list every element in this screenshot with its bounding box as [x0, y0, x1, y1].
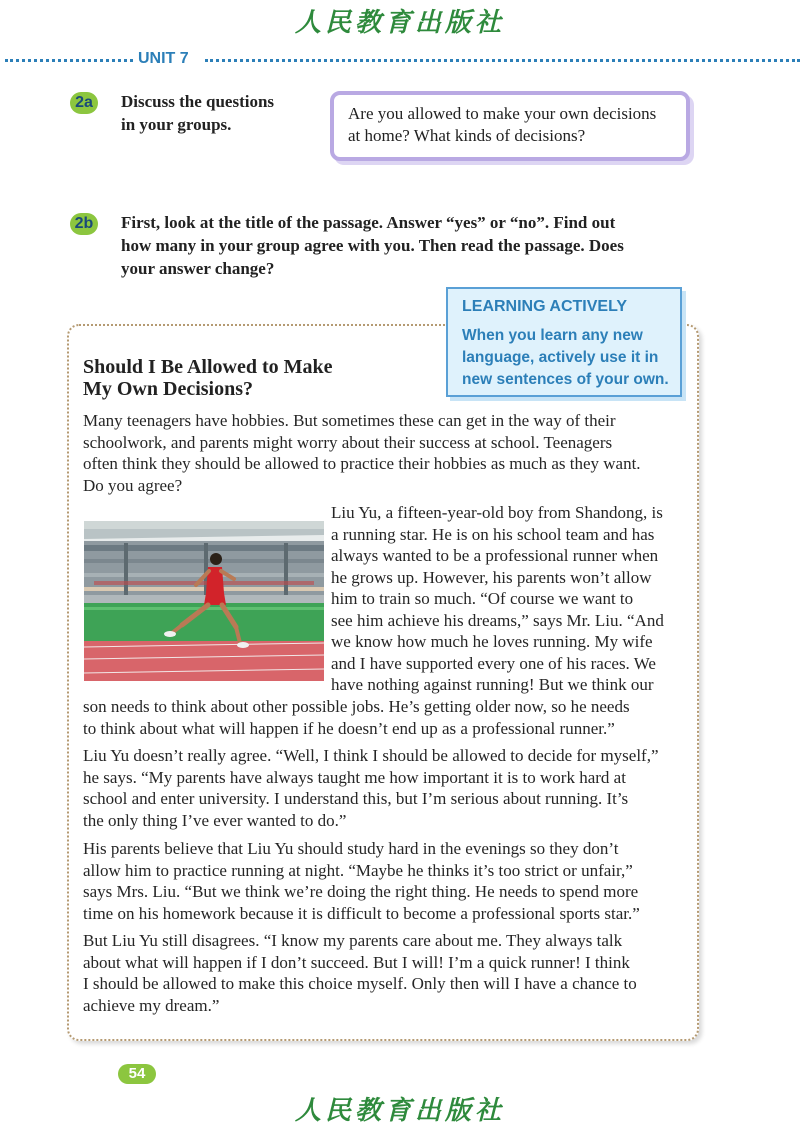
- instruction-line: Discuss the questions: [121, 92, 275, 111]
- text-line: allow him to practice running at night. “Maybe he thinks it’s too strict or unfair,”: [83, 860, 633, 880]
- paragraph-5: [83, 930, 693, 1016]
- text-line: Do you agree?: [83, 475, 183, 495]
- title-line: Should I Be Allowed to Make: [83, 356, 333, 378]
- text-line: we know how much he loves running. My wife: [331, 632, 653, 651]
- tip-line: new sentences of your own.: [462, 371, 669, 388]
- instruction-line: in your groups.: [121, 115, 232, 134]
- unit-label: UNIT 7: [138, 50, 189, 67]
- paragraph-2-wrap: [331, 502, 691, 696]
- text-line: to think about what will happen if he doesn’t end up as a professional runner.”: [83, 718, 615, 738]
- activity-2a-badge: 2a: [70, 92, 98, 114]
- page-number: 54: [118, 1064, 156, 1084]
- publisher-logo-bottom: 人民教育出版社: [294, 1096, 505, 1126]
- discussion-question: [348, 103, 678, 147]
- text-line: about what will happen if I don’t succeed. But I will! I’m a quick runner! I think: [83, 952, 630, 972]
- text-line: and I have supported every one of his races. We: [331, 653, 656, 673]
- paragraph-4: [83, 838, 693, 924]
- text-line: I should be allowed to make this choice myself. Only then will I have a chance to: [83, 974, 637, 993]
- text-line: says Mrs. Liu. “But we think we’re doing the right thing. He needs to spend more: [83, 882, 639, 901]
- instruction-line: First, look at the title of the passage. Answer “yes” or “no”. Find out: [121, 213, 616, 232]
- text-line: the only thing I’ve ever wanted to do.”: [83, 810, 347, 830]
- passage-title: [83, 356, 433, 400]
- text-line: he grows up. However, his parents won’t allow: [331, 567, 652, 587]
- tip-line: language, actively use it in: [462, 349, 659, 366]
- text-line: His parents believe that Liu Yu should study hard in the evenings so they don’t: [83, 839, 619, 858]
- text-line: he says. “My parents have always taught me how important it is to work hard at: [83, 767, 626, 787]
- dotted-divider: [5, 59, 133, 62]
- text-line: schoolwork, and parents might worry about their success at school. Teenagers: [83, 432, 613, 452]
- tip-title: LEARNING ACTIVELY: [462, 298, 628, 315]
- learning-tip-box: [446, 287, 682, 397]
- question-line: at home? What kinds of decisions?: [348, 126, 586, 145]
- title-line: My Own Decisions?: [83, 378, 253, 400]
- text-line: Many teenagers have hobbies. But sometimes these can get in the way of their: [83, 411, 616, 430]
- paragraph-1: [83, 410, 693, 496]
- unit-header: [0, 50, 800, 70]
- paragraph-2-full: [83, 696, 693, 739]
- text-line: a running star. He is on his school team and has: [331, 524, 655, 544]
- activity-2b-instruction: [121, 211, 701, 280]
- text-line: Liu Yu doesn’t really agree. “Well, I think I should be allowed to decide for myself,”: [83, 746, 659, 765]
- text-line: But Liu Yu still disagrees. “I know my parents care about me. They always talk: [83, 931, 623, 950]
- tip-text: [462, 325, 677, 391]
- instruction-line: your answer change?: [121, 259, 275, 278]
- text-line: son needs to think about other possible jobs. He’s getting older now, so he needs: [83, 697, 630, 716]
- discussion-question-bubble: [330, 91, 690, 161]
- activity-2b-badge: 2b: [70, 213, 98, 235]
- publisher-logo-top: 人民教育出版社: [294, 8, 505, 38]
- text-line: have nothing against running! But we think our: [331, 675, 654, 694]
- activity-2a-instruction: [121, 90, 321, 136]
- text-line: often think they should be allowed to practice their hobbies as much as they want.: [83, 454, 641, 473]
- dotted-divider: [205, 59, 800, 62]
- instruction-line: how many in your group agree with you. Then read the passage. Does: [121, 236, 624, 255]
- tip-line: When you learn any new: [462, 327, 643, 344]
- question-line: Are you allowed to make your own decisions: [348, 104, 657, 123]
- text-line: him to train so much. “Of course we want to: [331, 589, 634, 608]
- paragraph-3: [83, 745, 693, 831]
- text-line: Liu Yu, a fifteen-year-old boy from Shandong, is: [331, 503, 663, 522]
- text-line: always wanted to be a professional runner when: [331, 546, 659, 565]
- text-line: time on his homework because it is difficult to become a professional sports star.”: [83, 903, 640, 923]
- runner-photo: [84, 521, 324, 681]
- text-line: see him achieve his dreams,” says Mr. Liu. “And: [331, 610, 664, 630]
- text-line: school and enter university. I understand this, but I’m serious about running. It’s: [83, 789, 629, 808]
- text-line: achieve my dream.”: [83, 995, 220, 1015]
